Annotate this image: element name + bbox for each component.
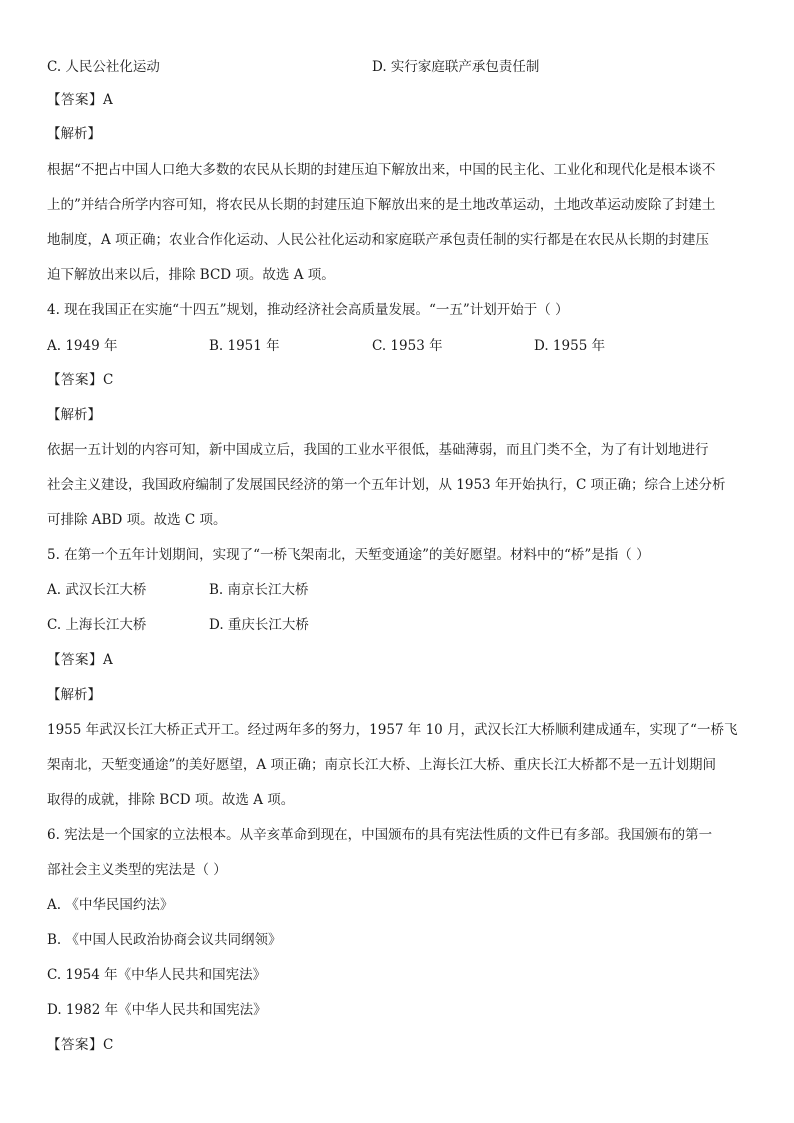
q4-stem: 4. 现在我国正在实施“十四五”规划，推动经济社会高质量发展。“一五”计划开始于（ ） <box>47 302 569 318</box>
q4-option-b: B. 1951 年 <box>209 338 280 354</box>
q5-analysis-line: 取得的成就，排除 BCD 项。故选 A 项。 <box>47 792 295 808</box>
q4-option-d: D. 1955 年 <box>534 338 606 354</box>
q6-option-c: C. 1954 年《中华人民共和国宪法》 <box>47 967 267 983</box>
answer-label: 【答案】 <box>47 1037 103 1053</box>
answer-value: A <box>103 92 113 108</box>
q4-analysis-line: 依据一五计划的内容可知，新中国成立后，我国的工业水平很低，基础薄弱，而且门类不全，为了有计划地进行 <box>47 442 709 458</box>
answer-value: C <box>103 372 114 388</box>
q5-stem: 5. 在第一个五年计划期间，实现了“一桥飞架南北，天堑变通途”的美好愿望。材料中的“桥”是指（ ） <box>47 547 650 563</box>
q6-option-b: B. 《中国人民政治协商会议共同纲领》 <box>47 932 282 948</box>
q5-analysis-line: 架南北，天堑变通途”的美好愿望，A 项正确；南京长江大桥、上海长江大桥、重庆长江大桥都不是一五计划期间 <box>47 757 716 773</box>
q5-option-d: D. 重庆长江大桥 <box>209 617 309 633</box>
answer-value: C <box>103 1037 114 1053</box>
answer-label: 【答案】 <box>47 92 103 108</box>
q6-option-d: D. 1982 年《中华人民共和国宪法》 <box>47 1002 267 1018</box>
q5-option-b: B. 南京长江大桥 <box>209 582 309 598</box>
q4-option-a: A. 1949 年 <box>47 338 118 354</box>
q3-analysis-label: 【解析】 <box>47 126 101 142</box>
q3-analysis-line: 地制度，A 项正确；农业合作化运动、人民公社化运动和家庭联产承包责任制的实行都是在农民从长期的封建压 <box>47 232 710 248</box>
q3-option-d: D. 实行家庭联产承包责任制 <box>372 59 540 75</box>
q3-analysis-line: 上的”并结合所学内容可知，将农民从长期的封建压迫下解放出来的是土地改革运动，土地改革运动废除了封建土 <box>47 197 716 213</box>
q4-option-c: C. 1953 年 <box>372 338 443 354</box>
q4-analysis-line: 社会主义建设，我国政府编制了发展国民经济的第一个五年计划，从 1953 年开始执行，C 项正确；综合上述分析 <box>47 477 726 493</box>
q3-option-c: C. 人民公社化运动 <box>47 59 160 75</box>
q4-analysis-label: 【解析】 <box>47 407 101 423</box>
q6-stem-line: 部社会主义类型的宪法是（ ） <box>47 862 227 878</box>
q5-analysis-line: 1955 年武汉长江大桥正式开工。经过两年多的努力，1957 年 10 月，武汉长江大桥顺利建成通车，实现了“一桥飞 <box>47 722 738 738</box>
answer-label: 【答案】 <box>47 652 103 668</box>
q3-answer <box>47 90 747 110</box>
q4-analysis-line: 可排除 ABD 项。故选 C 项。 <box>47 512 227 528</box>
q4-answer <box>47 370 747 390</box>
q5-analysis-label: 【解析】 <box>47 687 101 703</box>
q5-answer <box>47 650 747 670</box>
q6-stem-line: 6. 宪法是一个国家的立法根本。从辛亥革命到现在，中国颁布的具有宪法性质的文件已有多部。我国颁布的第一 <box>47 827 713 843</box>
q6-answer <box>47 1035 747 1055</box>
q3-analysis-line: 根据“不把占中国人口绝大多数的农民从长期的封建压迫下解放出来，中国的民主化、工业化和现代化是根本谈不 <box>47 162 716 178</box>
answer-value: A <box>103 652 113 668</box>
q6-option-a: A. 《中华民国约法》 <box>47 897 174 913</box>
q5-option-c: C. 上海长江大桥 <box>47 617 147 633</box>
q3-analysis-line: 迫下解放出来以后，排除 BCD 项。故选 A 项。 <box>47 267 335 283</box>
answer-label: 【答案】 <box>47 372 103 388</box>
q5-option-a: A. 武汉长江大桥 <box>47 582 147 598</box>
